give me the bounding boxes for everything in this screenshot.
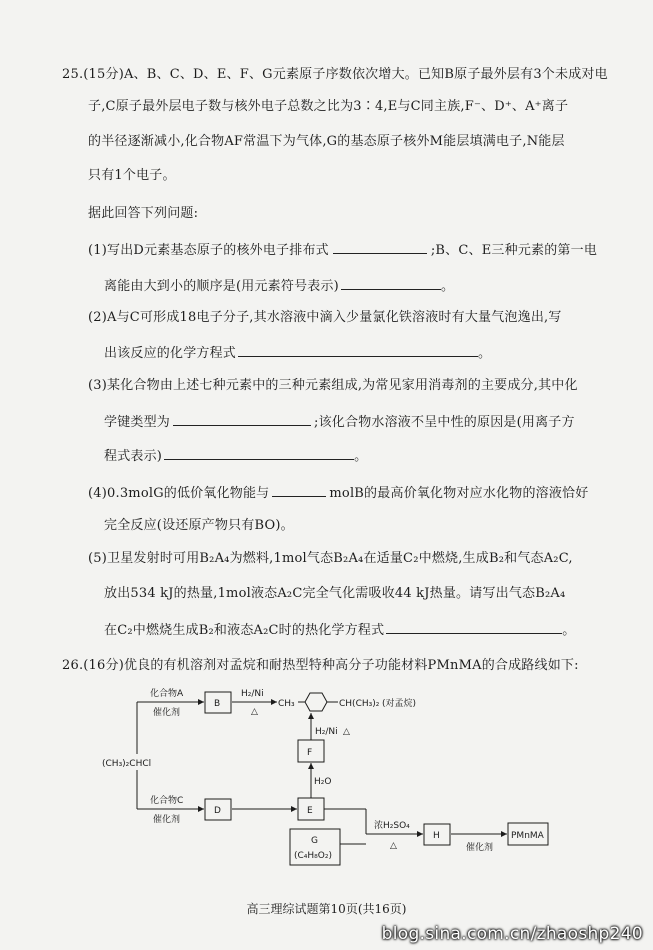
q26-line-1: 26.(16分)优良的有机溶剂对孟烷和耐热型特种高分子功能材料PMnMA的合成路线如下: — [62, 658, 579, 673]
box-pmnma-label: PMnMA — [511, 831, 544, 841]
h2-ni-label-1: H₂/Ni — [241, 689, 264, 699]
reagent-c-label: 化合物C — [150, 796, 184, 806]
q25-part-3-cont — [104, 412, 575, 432]
q25-line-4: 只有1个电子。 — [88, 168, 176, 183]
h2-ni-label-2: H₂/Ni — [315, 727, 338, 737]
q25-part-1 — [88, 240, 597, 260]
q25-part-2-cont: 出该反应的化学方程式 。 — [104, 343, 491, 363]
q25-part-2: (2)A与C可形成18电子分子,其水溶液中滴入少量氯化铁溶液时有大量气泡逸出,写 — [88, 310, 562, 325]
page-footer: 高三理综试题第10页(共16页) — [246, 902, 407, 916]
q25-part-4 — [88, 483, 588, 503]
blog-watermark: blog.sina.com.cn/zhaoshp240 — [381, 924, 643, 944]
q25-line-2: 子,C原子最外层电子数与核外电子总数之比为3∶4,E与C同主族,F⁻、D⁺、A⁺离子 — [88, 99, 569, 114]
q25-part-4-text-a: (4)0.3molG的低价氧化物能与 — [88, 486, 270, 501]
answer-blank — [341, 276, 441, 290]
start-compound-label: (CH₃)₂CHCl — [102, 759, 152, 769]
answer-blank — [164, 446, 354, 460]
box-f-label: F — [307, 748, 313, 758]
box-e-label: E — [307, 806, 313, 816]
product-name-label: (对孟烷) — [382, 699, 417, 709]
delta-label-3: △ — [390, 841, 397, 851]
q25-part-5-text-c: 在C₂中燃烧生成B₂和液态A₂C时的热化学方程式 — [104, 623, 385, 638]
box-h-label: H — [433, 831, 440, 841]
q25-part-5-cont2: 在C₂中燃烧生成B₂和液态A₂C时的热化学方程式 。 — [104, 620, 575, 640]
answer-blank — [333, 240, 427, 254]
q25-part-4-text-b: molB的最高价氧化物对应水化物的溶液恰好 — [329, 486, 589, 501]
isopropyl-label: CH(CH₃)₂ — [339, 699, 380, 709]
catalyst-label-1: 催化剂 — [153, 708, 181, 718]
box-g-label: G — [311, 836, 318, 846]
catalyst-label-2: 催化剂 — [153, 815, 181, 825]
answer-blank — [173, 412, 311, 426]
cyclohexane-ring — [305, 693, 327, 711]
reagent-a-label: 化合物A — [150, 689, 184, 699]
q25-part-3-text-b: 学键类型为 — [104, 415, 171, 430]
q25-part-4-cont: 完全反应(设还原产物只有BO)。 — [104, 518, 294, 533]
delta-label-1: △ — [251, 707, 258, 717]
synthesis-route-diagram — [100, 682, 580, 877]
q25-part-3-text-d: 程式表示) — [104, 449, 163, 464]
box-g-formula: (C₄H₈O₂) — [294, 851, 332, 861]
q25-part-1-text-a: (1)写出D元素基态原子的核外电子排布式 — [88, 243, 329, 258]
answer-blank — [386, 620, 562, 634]
q25-part-3-text-c: ;该化合物水溶液不呈中性的原因是(用离子方 — [314, 415, 575, 430]
answer-blank — [238, 343, 478, 357]
q25-part-3-cont2: 程式表示) 。 — [104, 446, 367, 466]
q25-part-2-text-b: 出该反应的化学方程式 — [104, 346, 237, 361]
q25-part-1-text-b: ;B、C、E三种元素的第一电 — [430, 243, 598, 258]
box-d-label: D — [214, 806, 221, 816]
q25-part-5: (5)卫星发射时可用B₂A₄为燃料,1mol气态B₂A₄在适量C₂中燃烧,生成B₂和气态A₂C, — [88, 551, 573, 566]
catalyst-label-3: 催化剂 — [466, 843, 494, 853]
box-b-label: B — [214, 699, 221, 709]
q25-line-1: 25.(15分)A、B、C、D、E、F、G元素原子序数依次增大。已知B原子最外层有3个未成对电 — [62, 67, 608, 82]
q25-part-1-cont: 离能由大到小的顺序是(用元素符号表示) 。 — [104, 276, 454, 296]
q25-line-3: 的半径逐渐减小,化合物AF常温下为气体,G的基态原子核外M能层填满电子,N能层 — [88, 134, 565, 149]
q25-intro: 据此回答下列问题: — [88, 206, 199, 221]
q25-part-3: (3)某化合物由上述七种元素中的三种元素组成,为常见家用消毒剂的主要成分,其中化 — [88, 378, 578, 393]
answer-blank — [272, 483, 326, 497]
q25-part-1-text-c: 离能由大到小的顺序是(用元素符号表示) — [104, 279, 339, 294]
methyl-label: CH₃ — [278, 699, 295, 709]
q25-part-5-cont: 放出534 kJ的热量,1mol液态A₂C完全气化需吸收44 kJ热量。请写出气态B₂A₄ — [104, 586, 566, 601]
water-label: H₂O — [314, 777, 332, 787]
delta-label-2: △ — [343, 727, 350, 737]
conc-h2so4-label: 浓H₂SO₄ — [374, 821, 410, 831]
